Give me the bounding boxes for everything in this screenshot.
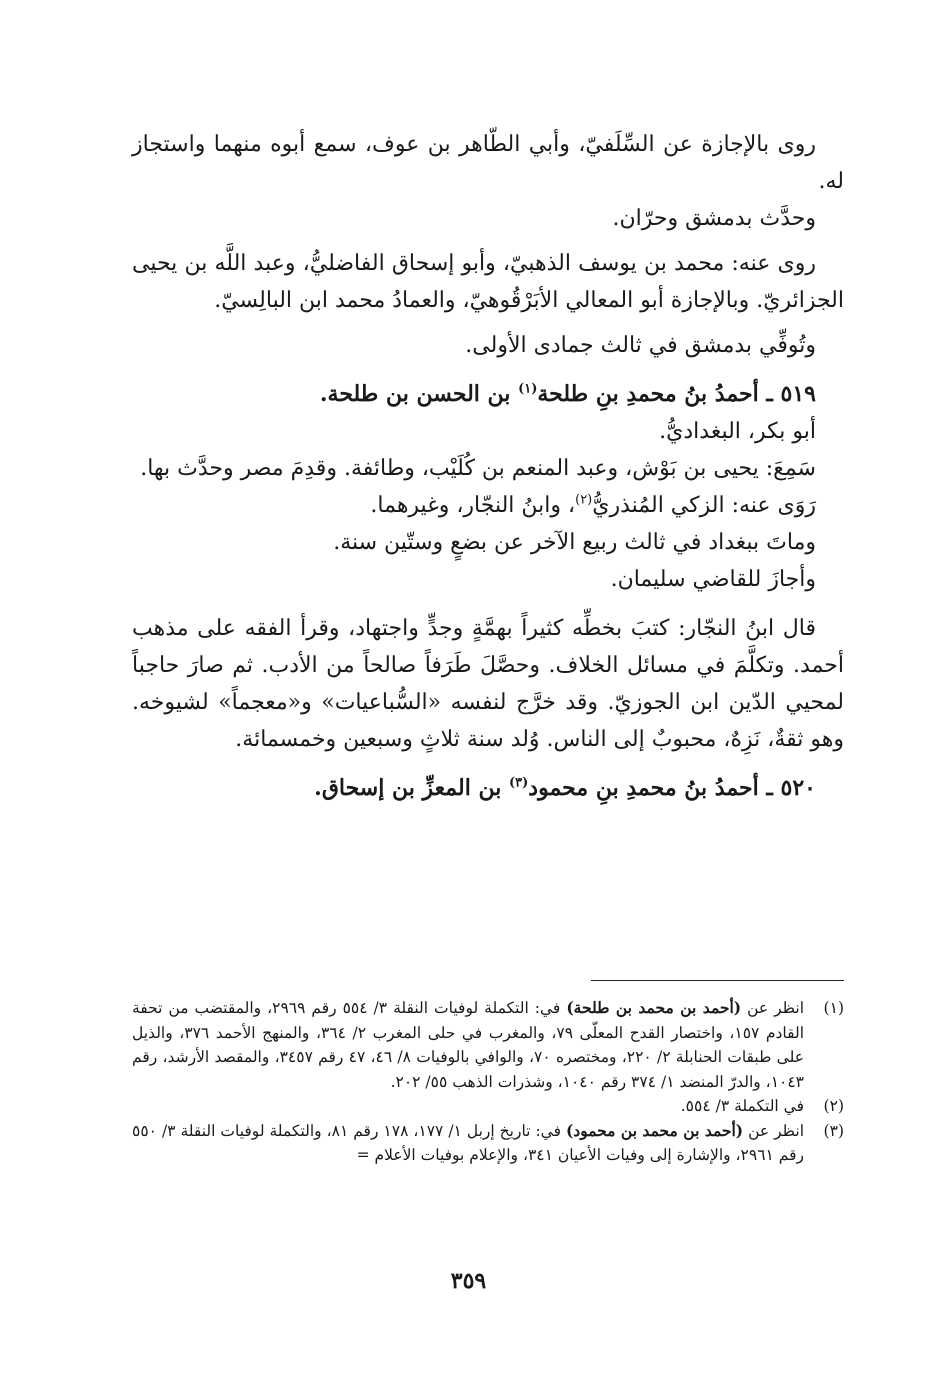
footnote-ref: (٣)	[509, 775, 529, 791]
footnote-number: (٣)	[823, 1121, 844, 1140]
entry-heading-name: ٥١٩ ـ أحمدُ بنُ محمدِ بنِ طلحة	[537, 381, 816, 407]
paragraph: روى عنه: محمد بن يوسف الذهبيّ، وأبو إسحاق الفاضليُّ، وعبد اللَّه بن يحيى الجزائريّ. وبالإجازة أبو المعالي الأبَرْقُوهيّ، والعمادُ محمد ابن البالِسيّ.	[132, 251, 844, 313]
footnote-text-part: في: تاريخ إربل ١/ ١٧٧، ١٧٨ رقم ٨١، والتكملة لوفيات النقلة ٣/ ٥٥٠ رقم ٢٩٦١، والإشارة إلى وفيات الأعيان ٣٤١، والإعلام بوفيات الأعلام =	[132, 1121, 804, 1164]
footnote-text	[132, 1094, 812, 1119]
paragraph: وأجازَ للقاضي سليمان.	[610, 567, 816, 592]
footnote-divider	[591, 980, 844, 981]
footnote-bold-name: (أحمد بن محمد بن طلحة)	[566, 998, 742, 1017]
footnote-text-part: انظر عن	[741, 999, 805, 1017]
paragraph: سَمِعَ: يحيى بن بَوْش، وعبد المنعم بن كُلَيْب، وطائفة. وقدِمَ مصر وحدَّث بها.	[140, 456, 816, 481]
footnote-number: (٢)	[823, 1097, 844, 1115]
footnote-text-part: انظر عن	[743, 1121, 804, 1140]
paragraph: روى بالإجازة عن السِّلَفيّ، وأبي الطّاهر بن عوف، سمع أبوه منهما واستجاز له.	[132, 132, 844, 194]
footnote-text	[132, 996, 812, 1094]
footnote-text-part: في: التكملة لوفيات النقلة ٣/ ٥٥٤ رقم ٢٩٦٩، والمقتضب من تحفة القادم ١٥٧، واختصار القدح المعلّى ٧٩، والمغرب في حلى المغرب ٢/ ٣٦٤، والمنهج الأحمد ٣٧٦، والذيل على طبقات الحنابلة ٢/ ٢٢٠، ومختصره ٧٠، والوافي بالوفيات ٨/ ٤٦، ٤٧ رقم ٣٤٥٧، والمقصد الأرشد، رقم ١٠٤٣، والدرّ المنضد ١/ ٣٧٤ رقم ١٠٤٠، وشذرات الذهب ٥٥/ ٢٠٢.	[132, 999, 804, 1091]
paragraph: وحدَّث بدمشق وحرّان.	[612, 206, 816, 231]
entry-heading-tail: بن المعزِّ بن إسحاق.	[314, 775, 509, 801]
footnote	[132, 996, 844, 1094]
footnote	[132, 1119, 844, 1168]
entry-heading-519	[132, 376, 844, 413]
footnote-ref: (١)	[518, 381, 538, 397]
footnote-text-part: في التكملة ٣/ ٥٥٤.	[680, 1097, 804, 1115]
footnote	[132, 1094, 844, 1119]
entry-heading-520	[132, 770, 844, 807]
paragraph: قال ابنُ النجّار: كتبَ بخطِّه كثيراً بهمَّةٍ وجدٍّ واجتهاد، وقرأ الفقه على مذهب أحمد. وتكلَّمَ في مسائل الخلاف. وحصَّلَ طَرَفاً صالحاً من الأدب. ثم صارَ حاجباً لمحيي الدّين ابن الجوزيّ. وقد خرَّج لنفسه «السُّباعيات» و«معجماً» لشيوخه. وهو ثقةٌ، نَزِهٌ، محبوبٌ إلى الناس. وُلد سنة ثلاثٍ وسبعين وخمسمائة.	[132, 616, 844, 752]
paragraph: أبو بكر، البغداديُّ.	[659, 419, 816, 444]
footnote-ref: (٢)	[575, 492, 593, 508]
footnote-text	[132, 1119, 812, 1168]
paragraph-text: رَوَى عنه: الزكي المُنذريُّ	[592, 493, 816, 518]
paragraph	[132, 487, 844, 524]
paragraph-text: ، وابنُ النجّار، وغيرهما.	[370, 493, 576, 518]
entry-heading-tail: بن الحسن بن طلحة.	[319, 381, 519, 407]
paragraph: وتُوفِّي بدمشق في ثالث جمادى الأولى.	[465, 333, 816, 358]
footnotes	[132, 996, 844, 1168]
page-number: ٣٥٩	[450, 1268, 487, 1294]
entry-heading-name: ٥٢٠ ـ أحمدُ بنُ محمدِ بنِ محمود	[528, 775, 816, 801]
main-text	[132, 126, 844, 807]
footnote-bold-name: (أحمد بن محمد بن محمود)	[565, 1120, 744, 1140]
paragraph: وماتَ ببغداد في ثالث ربيع الآخر عن بضعٍ وستّين سنة.	[333, 530, 816, 555]
footnote-number: (١)	[823, 999, 844, 1017]
